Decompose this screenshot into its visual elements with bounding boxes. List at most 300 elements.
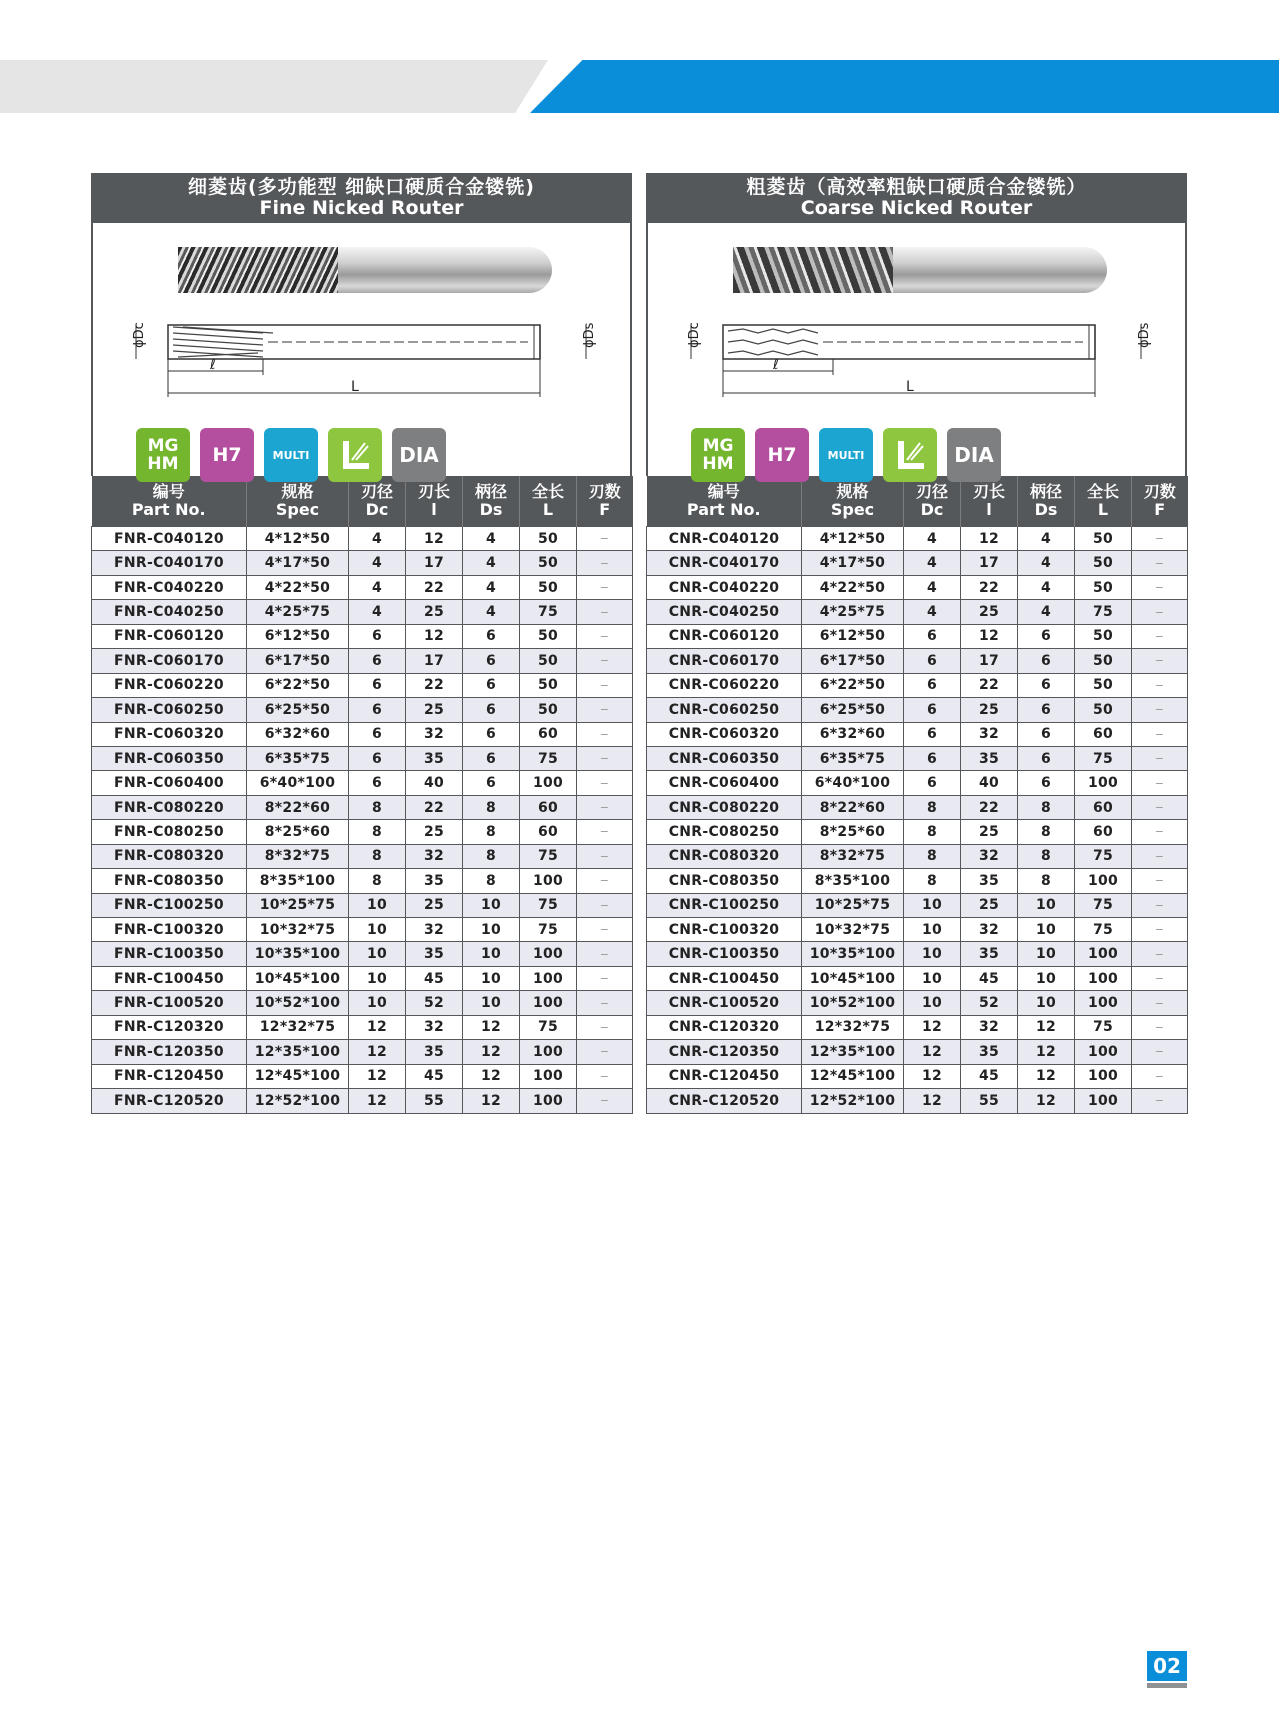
table-row [647,722,1188,746]
dc-cell: 6 [349,624,406,648]
spec-cell: 10*25*75 [802,893,904,917]
l-cell: 25 [406,820,463,844]
table-row [647,527,1188,551]
flutes-cell: − [1132,942,1188,966]
spec-cell: 6*22*50 [247,673,349,697]
mghm-badge: MG HM [691,428,745,482]
part-no-cell: FNR-C100350 [92,942,247,966]
material-badges [136,428,446,482]
part-no-cell: FNR-C100520 [92,991,247,1015]
table-row [647,575,1188,599]
overall-l-cell: 100 [520,966,577,990]
dc-cell: 10 [904,991,961,1015]
table-row [92,893,633,917]
spec-cell: 4*25*75 [247,600,349,624]
overall-l-cell: 50 [1075,575,1132,599]
part-no-cell: FNR-C100320 [92,918,247,942]
l-cell: 12 [406,527,463,551]
overall-l-cell: 75 [1075,918,1132,942]
part-no-cell: CNR-C060250 [647,698,802,722]
part-no-cell: FNR-C080320 [92,844,247,868]
spec-cell: 6*25*50 [247,698,349,722]
spec-cell: 8*32*75 [802,844,904,868]
overall-l-cell: 60 [520,795,577,819]
table-row [92,1064,633,1088]
ds-cell: 10 [463,942,520,966]
table-row [647,893,1188,917]
col-ds: 柄径 Ds [463,476,520,527]
table-row [647,869,1188,893]
flutes-cell: − [1132,649,1188,673]
flutes-cell: − [1132,527,1188,551]
ds-cell: 6 [463,722,520,746]
table-row [647,673,1188,697]
flutes-cell: − [577,649,633,673]
part-no-cell: CNR-C120350 [647,1040,802,1064]
ds-cell: 4 [463,600,520,624]
flutes-cell: − [1132,551,1188,575]
panel-title [91,173,632,223]
ds-cell: 12 [463,1040,520,1064]
table-row [647,942,1188,966]
spec-cell: 12*35*100 [802,1040,904,1064]
table-row [92,673,633,697]
ds-cell: 10 [463,966,520,990]
flutes-cell: − [1132,869,1188,893]
part-no-cell: CNR-C100350 [647,942,802,966]
ds-cell: 12 [1018,1064,1075,1088]
spec-cell: 6*17*50 [802,649,904,673]
spec-cell: 4*12*50 [247,527,349,551]
table-row [92,698,633,722]
part-no-cell: CNR-C060170 [647,649,802,673]
dc-cell: 6 [904,771,961,795]
part-no-cell: CNR-C120320 [647,1015,802,1039]
overall-l-cell: 100 [1075,869,1132,893]
spec-cell: 8*22*60 [802,795,904,819]
panel-title-cn: 粗菱齿（高效率粗缺口硬质合金镂铣） [746,176,1087,198]
flute-icon [883,428,937,482]
part-no-cell: CNR-C120520 [647,1089,802,1113]
col-ds: 柄径 Ds [1018,476,1075,527]
flutes-cell: − [1132,1040,1188,1064]
overall-l-cell: 75 [520,746,577,770]
dc-cell: 12 [349,1015,406,1039]
overall-l-cell: 75 [520,1015,577,1039]
part-no-cell: CNR-C100520 [647,991,802,1015]
ds-label: ϕDs [1137,322,1152,348]
spec-cell: 4*22*50 [802,575,904,599]
spec-cell: 4*25*75 [802,600,904,624]
dc-cell: 10 [349,893,406,917]
dc-cell: 6 [349,771,406,795]
l-cell: 35 [961,869,1018,893]
table-row [92,844,633,868]
part-no-cell: FNR-C060320 [92,722,247,746]
ds-cell: 6 [1018,771,1075,795]
l-cell: 32 [961,844,1018,868]
spec-cell: 6*25*50 [802,698,904,722]
l-cell: 45 [961,966,1018,990]
overall-l-cell: 100 [1075,1040,1132,1064]
dc-cell: 6 [904,746,961,770]
ds-cell: 12 [463,1015,520,1039]
table-row [92,1040,633,1064]
dc-cell: 10 [349,966,406,990]
ds-cell: 10 [1018,893,1075,917]
mghm-badge: MG HM [136,428,190,482]
spec-cell: 4*17*50 [802,551,904,575]
overall-length-label: L [351,379,359,395]
part-no-cell: FNR-C100250 [92,893,247,917]
ds-cell: 8 [1018,820,1075,844]
l-cell: 35 [406,942,463,966]
part-no-cell: CNR-C040170 [647,551,802,575]
product-illustration [646,223,1187,476]
flutes-cell: − [577,771,633,795]
table-row [92,575,633,599]
l-cell: 55 [406,1089,463,1113]
part-no-cell: FNR-C060120 [92,624,247,648]
col-overall-l: 全长 L [1075,476,1132,527]
dc-cell: 6 [904,722,961,746]
spec-cell: 8*25*60 [802,820,904,844]
page-number: 02 [1147,1651,1187,1681]
dc-cell: 4 [904,551,961,575]
l-cell: 22 [961,795,1018,819]
dc-label: ϕDc [132,322,147,348]
dc-cell: 6 [904,673,961,697]
l-cell: 32 [406,722,463,746]
part-no-cell: FNR-C060220 [92,673,247,697]
flutes-cell: − [577,869,633,893]
col-flutes: 刃数 F [577,476,633,527]
table-row [92,649,633,673]
ds-cell: 8 [463,820,520,844]
l-cell: 35 [406,1040,463,1064]
dc-cell: 10 [904,918,961,942]
table-row [647,795,1188,819]
table-row [92,1015,633,1039]
spec-cell: 10*52*100 [802,991,904,1015]
l-cell: 32 [961,722,1018,746]
table-row [647,820,1188,844]
spec-cell: 4*17*50 [247,551,349,575]
flutes-cell: − [577,673,633,697]
dc-cell: 10 [349,991,406,1015]
flutes-cell: − [1132,746,1188,770]
overall-l-cell: 75 [520,844,577,868]
part-no-cell: CNR-C080320 [647,844,802,868]
table-header-row [92,476,633,527]
spec-cell: 6*12*50 [247,624,349,648]
ds-cell: 6 [1018,673,1075,697]
part-no-cell: FNR-C120450 [92,1064,247,1088]
flutes-cell: − [1132,820,1188,844]
spec-cell: 12*32*75 [802,1015,904,1039]
l-cell: 45 [961,1064,1018,1088]
table-row [647,991,1188,1015]
tool-photo [733,247,1107,293]
overall-l-cell: 50 [520,551,577,575]
overall-l-cell: 75 [1075,600,1132,624]
ds-cell: 12 [1018,1015,1075,1039]
l-cell: 22 [961,673,1018,697]
ds-label: ϕDs [582,322,597,348]
overall-l-cell: 50 [1075,698,1132,722]
dc-cell: 12 [904,1015,961,1039]
dc-cell: 4 [349,600,406,624]
flutes-cell: − [1132,893,1188,917]
l-cell: 25 [406,893,463,917]
flutes-cell: − [577,991,633,1015]
table-row [647,966,1188,990]
flutes-cell: − [577,820,633,844]
ds-cell: 6 [463,673,520,697]
flutes-cell: − [577,942,633,966]
flutes-cell: − [1132,795,1188,819]
ds-cell: 10 [1018,942,1075,966]
table-row [647,649,1188,673]
part-no-cell: FNR-C080350 [92,869,247,893]
table-row [92,624,633,648]
dc-cell: 6 [349,649,406,673]
spec-cell: 6*40*100 [247,771,349,795]
l-cell: 35 [961,1040,1018,1064]
spec-cell: 12*35*100 [247,1040,349,1064]
col-overall-l: 全长 L [520,476,577,527]
l-cell: 35 [406,869,463,893]
part-no-cell: CNR-C080350 [647,869,802,893]
flute-length-label: ℓ [773,357,779,373]
part-no-cell: CNR-C120450 [647,1064,802,1088]
table-row [647,600,1188,624]
flute-length-label: ℓ [210,357,216,373]
flutes-cell: − [577,624,633,648]
dc-cell: 10 [904,893,961,917]
panel-title-cn: 细菱齿(多功能型 细缺口硬质合金镂铣) [188,176,535,198]
header-band-blue [530,60,1279,113]
part-no-cell: FNR-C120350 [92,1040,247,1064]
col-dc: 刃径 Dc [904,476,961,527]
l-cell: 22 [406,575,463,599]
overall-l-cell: 50 [520,624,577,648]
table-row [92,771,633,795]
part-no-cell: CNR-C040220 [647,575,802,599]
dc-cell: 10 [349,942,406,966]
table-row [647,1015,1188,1039]
spec-cell: 6*35*75 [802,746,904,770]
part-no-cell: CNR-C060120 [647,624,802,648]
ds-cell: 10 [463,918,520,942]
col-part-no: 编号 Part No. [92,476,247,527]
overall-l-cell: 100 [520,942,577,966]
flutes-cell: − [577,527,633,551]
overall-l-cell: 100 [1075,966,1132,990]
table-row [647,918,1188,942]
part-no-cell: CNR-C060350 [647,746,802,770]
dc-cell: 4 [904,575,961,599]
part-no-cell: CNR-C080220 [647,795,802,819]
flutes-cell: − [577,1064,633,1088]
ds-cell: 10 [463,991,520,1015]
spec-cell: 4*12*50 [802,527,904,551]
part-no-cell: CNR-C080250 [647,820,802,844]
overall-l-cell: 60 [520,722,577,746]
ds-cell: 8 [463,869,520,893]
l-cell: 22 [961,575,1018,599]
col-l: 刃长 l [406,476,463,527]
dia-badge: DIA [392,428,446,482]
l-cell: 12 [961,624,1018,648]
multi-badge: MULTI [819,428,873,482]
overall-l-cell: 100 [520,991,577,1015]
header-band-gray [0,60,548,113]
dc-cell: 8 [904,869,961,893]
flutes-cell: − [577,698,633,722]
ds-cell: 6 [463,649,520,673]
overall-l-cell: 60 [1075,722,1132,746]
table-row [92,966,633,990]
flutes-cell: − [577,600,633,624]
part-no-cell: FNR-C100450 [92,966,247,990]
overall-l-cell: 100 [520,869,577,893]
part-no-cell: CNR-C100320 [647,918,802,942]
l-cell: 35 [406,746,463,770]
overall-l-cell: 100 [520,771,577,795]
part-no-cell: FNR-C060250 [92,698,247,722]
spec-cell: 10*45*100 [802,966,904,990]
table-row [647,771,1188,795]
l-cell: 32 [406,918,463,942]
l-cell: 45 [406,966,463,990]
table-row [92,918,633,942]
ds-cell: 6 [1018,624,1075,648]
ds-cell: 6 [1018,649,1075,673]
spec-cell: 10*35*100 [802,942,904,966]
l-cell: 22 [406,795,463,819]
dc-cell: 12 [904,1040,961,1064]
dc-cell: 6 [349,698,406,722]
l-cell: 32 [406,1015,463,1039]
flutes-cell: − [577,551,633,575]
overall-l-cell: 50 [1075,624,1132,648]
l-cell: 25 [406,698,463,722]
panel-title-en: Fine Nicked Router [259,197,464,219]
part-no-cell: FNR-C040250 [92,600,247,624]
overall-l-cell: 60 [520,820,577,844]
l-cell: 12 [406,624,463,648]
flutes-cell: − [577,918,633,942]
dc-cell: 6 [904,698,961,722]
overall-l-cell: 60 [1075,820,1132,844]
ds-cell: 6 [1018,746,1075,770]
spec-cell: 10*35*100 [247,942,349,966]
table-row [92,795,633,819]
spec-cell: 10*32*75 [802,918,904,942]
spec-cell: 8*32*75 [247,844,349,868]
spec-cell: 8*25*60 [247,820,349,844]
page-number-underline [1147,1683,1187,1688]
part-no-cell: FNR-C080250 [92,820,247,844]
dc-cell: 4 [349,527,406,551]
table-row [647,1089,1188,1113]
ds-cell: 8 [1018,869,1075,893]
flutes-cell: − [577,1040,633,1064]
ds-cell: 12 [463,1064,520,1088]
table-row [647,1064,1188,1088]
part-no-cell: FNR-C040170 [92,551,247,575]
overall-l-cell: 75 [520,918,577,942]
table-row [92,746,633,770]
overall-l-cell: 100 [1075,771,1132,795]
spec-table [91,476,633,1114]
overall-l-cell: 50 [1075,673,1132,697]
part-no-cell: FNR-C040120 [92,527,247,551]
overall-l-cell: 75 [1075,1015,1132,1039]
overall-l-cell: 75 [520,600,577,624]
ds-cell: 8 [1018,795,1075,819]
ds-cell: 6 [463,746,520,770]
spec-cell: 10*25*75 [247,893,349,917]
flutes-cell: − [1132,673,1188,697]
overall-l-cell: 100 [1075,991,1132,1015]
h7-badge: H7 [200,428,254,482]
part-no-cell: CNR-C040250 [647,600,802,624]
overall-l-cell: 50 [520,575,577,599]
fine-router-panel [91,173,632,1114]
tool-photo [178,247,552,293]
col-spec: 规格 Spec [247,476,349,527]
spec-cell: 6*22*50 [802,673,904,697]
table-row [92,551,633,575]
ds-cell: 4 [463,575,520,599]
dc-cell: 6 [349,722,406,746]
table-row [92,527,633,551]
spec-cell: 4*22*50 [247,575,349,599]
l-cell: 32 [406,844,463,868]
dc-cell: 4 [349,551,406,575]
dc-cell: 8 [349,844,406,868]
l-cell: 45 [406,1064,463,1088]
flutes-cell: − [1132,844,1188,868]
dc-cell: 12 [349,1089,406,1113]
dc-cell: 8 [349,795,406,819]
ds-cell: 4 [1018,575,1075,599]
spec-cell: 6*40*100 [802,771,904,795]
spec-cell: 12*45*100 [247,1064,349,1088]
flutes-cell: − [577,966,633,990]
coarse-router-panel [646,173,1187,1114]
flutes-cell: − [577,722,633,746]
overall-l-cell: 100 [1075,1089,1132,1113]
flutes-cell: − [577,1015,633,1039]
overall-l-cell: 50 [1075,527,1132,551]
overall-l-cell: 75 [520,893,577,917]
dc-cell: 6 [349,673,406,697]
overall-l-cell: 75 [1075,893,1132,917]
ds-cell: 4 [1018,527,1075,551]
spec-cell: 12*52*100 [247,1089,349,1113]
spec-cell: 8*35*100 [247,869,349,893]
l-cell: 25 [961,600,1018,624]
l-cell: 32 [961,1015,1018,1039]
part-no-cell: CNR-C060400 [647,771,802,795]
dc-cell: 8 [904,795,961,819]
flutes-cell: − [1132,1089,1188,1113]
overall-l-cell: 50 [520,527,577,551]
ds-cell: 4 [1018,600,1075,624]
